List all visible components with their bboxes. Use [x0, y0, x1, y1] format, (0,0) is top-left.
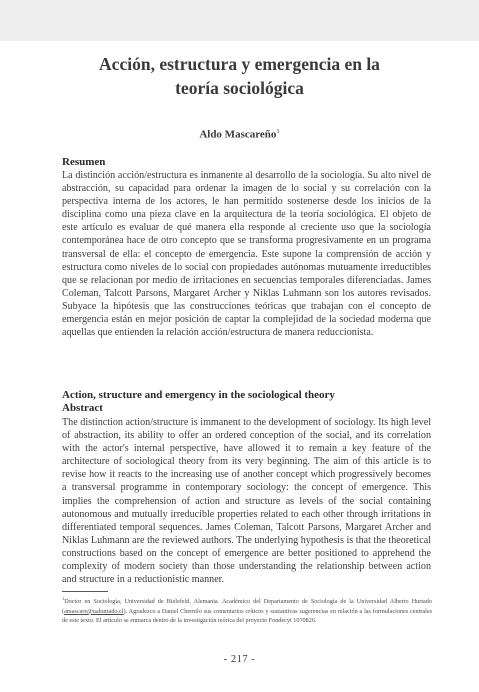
resumen-text: La distinción acción/estructura es inmanente al desarrollo de la sociología. Su alto nivel de abstracción, su capacidad para ordenar la imagen de lo social y su correlación con la perspectiva interna de los actores, le han permitido sostenerse desde los inicios de la disciplina como una pieza clave en la arquitectura de la teoría sociológica. El objeto de este artículo es evaluar de qué manera ella responde al creciente uso que la sociología contemporánea hace de otro concepto que se transforma progresivamente en un programa transversal de ella: el concepto de emergencia. Este supone la comprensión de acción y estructura como niveles de lo social con propiedades autónomas mutuamente irreductibles que se relacionan por medio de irritaciones en secuencias temporales diferenciadas. James Coleman, Talcott Parsons, Margaret Archer y Niklas Luhmann son los autores revisados. Subyace la hipótesis que las construcciones teóricas que trabajan con el concepto de emergencia están en mejor posición de captar la complejidad de la sociedad moderna que aquellas que entienden la relación acción/estructura de manera reduccionista.: [62, 170, 431, 339]
header-band: [0, 0, 479, 41]
footnote-email-link[interactable]: amascare@uahurtado.cl: [64, 607, 124, 615]
footnote-text-1: Doctor en Sociología, Universidad de Bielefeld, Alemania. Académico del Departamento de Sociología de la Universidad Alberto Hurtado (: [62, 598, 432, 615]
footnote-text-2: ). Agradezco a Daniel Chernilo sus comentarios críticos y sustantivas sugerencias en relación a las formulaciones centrales de este texto. El artículo se enmarca dentro de la investigación teórica del proyecto Fondecyt 1070826.: [62, 607, 432, 625]
title-line-1: Acción, estructura y emergencia en la: [99, 54, 380, 74]
footnote-mark: 1: [62, 596, 65, 601]
author-line: [40, 125, 439, 142]
article-title: [40, 52, 439, 100]
resumen-heading: Resumen: [62, 156, 106, 168]
abstract-heading: Abstract: [62, 402, 103, 414]
abstract-text: The distinction action/structure is immanent to the development of sociology. Its high level of abstraction, its ability to offer an ordered conception of the social, and its correlation with the actor's internal perspective, have allowed it to remain a key feature of the architecture of sociological theory from its very beginning. The aim of this article is to revise how it reacts to the increasing use of another concept which progressively becomes a transversal programme in contemporary sociology: the concept of emergence. This implies the comprehension of action and structure as levels of the social containing autonomous and mutually irreducible properties related to each other through irritations in differentiated temporal sequences. James Coleman, Talcott Parsons, Margaret Archer and Niklas Luhmann are the reviewed authors. The underlying hypothesis is that the theoretical constructions based on the concept of emergence are better positioned to apprehend the complexity of modern society than those understanding the relationship between action and structure in a reductionistic manner.: [62, 417, 431, 586]
footnote: [62, 594, 432, 626]
footnote-rule: [62, 591, 108, 592]
author-footnote-mark: 1: [276, 128, 280, 135]
english-title: Action, structure and emergency in the sociological theory: [62, 389, 335, 401]
page-number: - 217 -: [223, 654, 256, 665]
title-line-2: teoría sociológica: [175, 78, 304, 98]
author-name: Aldo Mascareño: [199, 128, 277, 141]
